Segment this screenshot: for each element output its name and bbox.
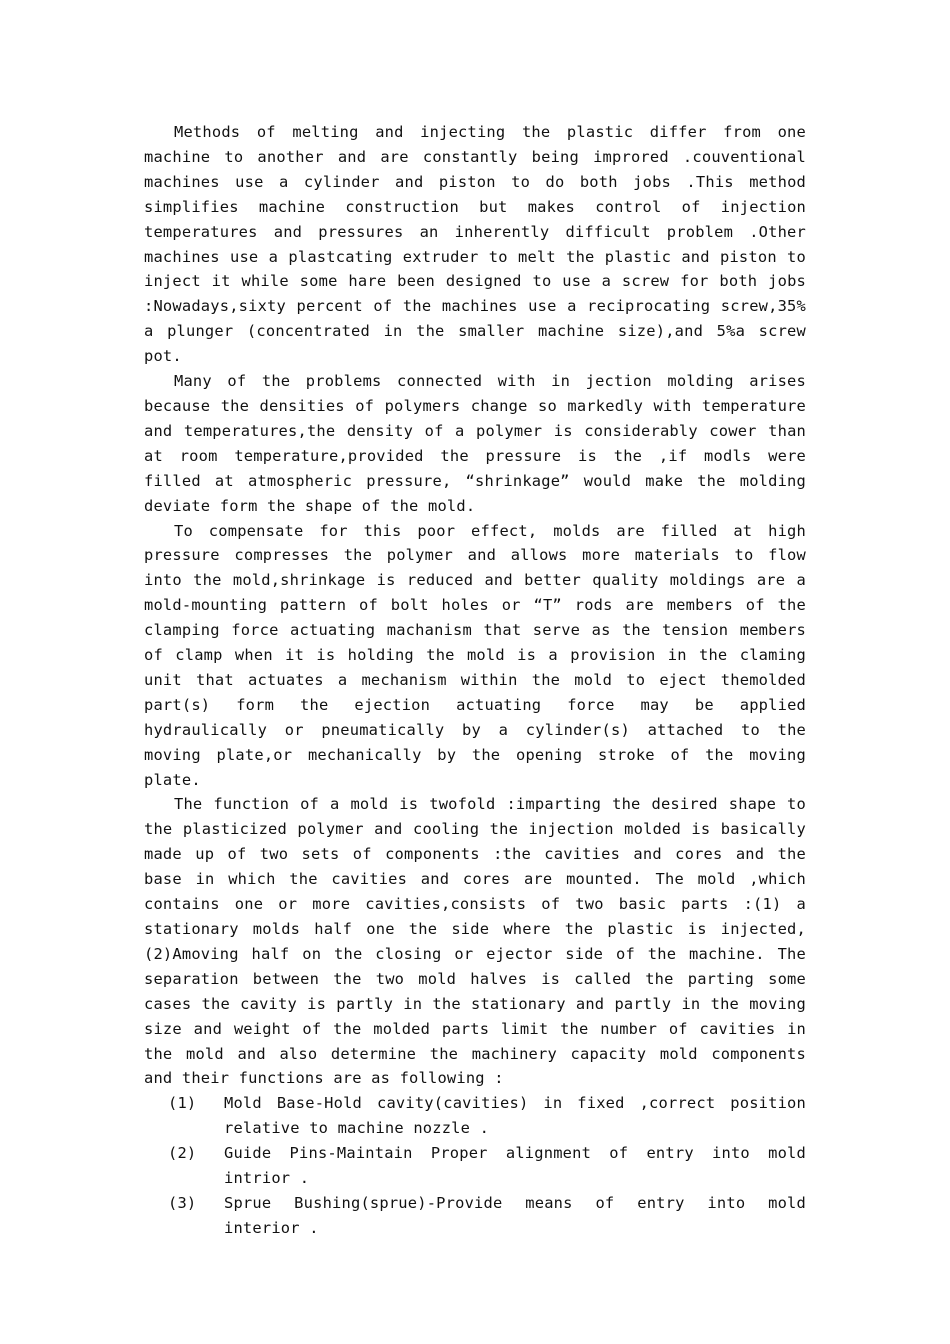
list-item [144,1141,806,1191]
list-item-text: Guide Pins-Maintain Proper alignment of entry into mold intrior . [224,1144,806,1188]
list-item [144,1091,806,1141]
mold-components-list [144,1091,806,1240]
list-item-number: (3) [168,1193,197,1212]
paragraph-density-problems: Many of the problems connected with in jection molding arises because the densities of polymers change so markedly with temperature and temperatures,the density of a polymer is considerably cower than at room temperature,provided the pressure is the ,if modls were filled at atmospheric pressure, “shrinkage” would make the molding deviate form the shape of the mold. [144,372,806,515]
list-item-text: Sprue Bushing(sprue)-Provide means of entry into mold interior . [224,1193,806,1237]
paragraph-melting-methods: Methods of melting and injecting the plastic differ from one machine to another and are constantly being improred .couventional machines use a cylinder and piston to do both jobs .This method simplifies machine construction but makes control of injection temperatures and pressures an inherently difficult problem .Other machines use a plastcating extruder to melt the plastic and piston to inject it while some hare been designed to use a screw for both jobs :Nowadays,sixty percent of the machines use a reciprocating screw,35% a plunger (concentrated in the smaller machine size),and 5%a screw pot. [144,123,806,366]
document-body [144,120,806,1241]
list-item-number: (1) [168,1094,197,1113]
list-item-text: Mold Base-Hold cavity(cavities) in fixed ,correct position relative to machine nozzle . [224,1094,806,1138]
paragraph-high-pressure-filling: To compensate for this poor effect, molds are filled at high pressure compresses the polymer and allows more materials to flow into the mold,shrinkage is reduced and better quality moldings are a mold-mounting pattern of bolt holes or “T” rods are members of the clamping force actuating machanism that serve as the tension members of clamp when it is holding the mold is a provision in the claming unit that actuates a mechanism within the mold to eject themolded part(s) form the ejection actuating force may be applied hydraulically or pneumatically by a cylinder(s) attached to the moving plate,or mechanically by the opening stroke of the moving plate. [144,521,806,789]
paragraph-mold-function: The function of a mold is twofold :imparting the desired shape to the plasticized polymer and cooling the injection molded is basically made up of two sets of components :the cavities and cores and the base in which the cavities and cores are mounted. The mold ,which contains one or more cavities,consists of two basic parts :(1) a stationary molds half one the side where the plastic is injected,(2)Amoving half on the closing or ejector side of the machine. The separation between the two mold halves is called the parting some cases the cavity is partly in the stationary and partly in the moving size and weight of the molded parts limit the number of cavities in the mold and also determine the machinery capacity mold components and their functions are as following : [144,795,806,1088]
list-item [144,1191,806,1241]
list-item-number: (2) [168,1144,197,1163]
